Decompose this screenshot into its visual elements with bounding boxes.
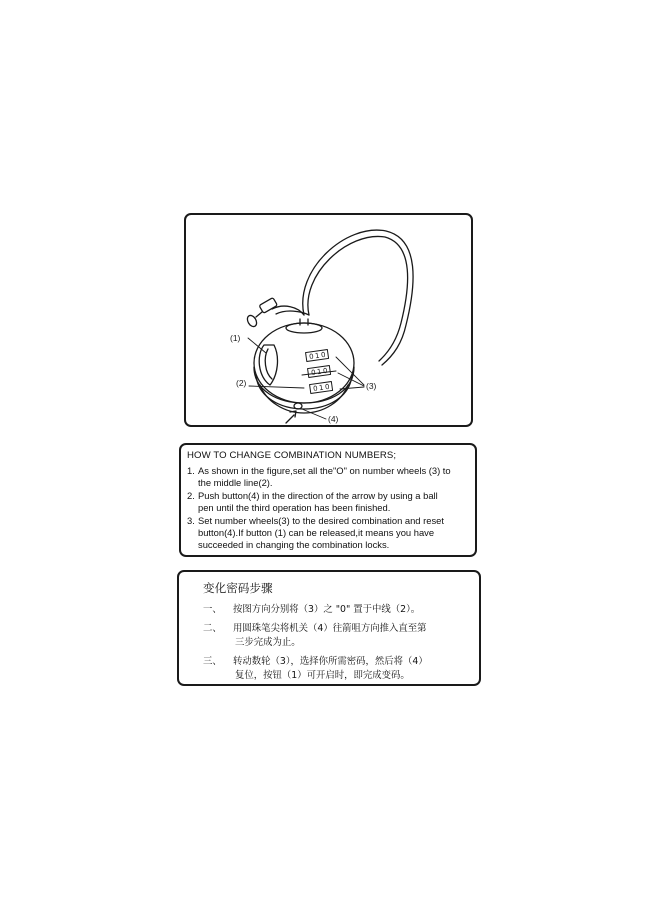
- english-step-3: [187, 515, 469, 552]
- step-line: the middle line(2).: [198, 477, 273, 489]
- english-heading: HOW TO CHANGE COMBINATION NUMBERS;: [187, 450, 397, 461]
- cable-end-pin: [246, 298, 278, 329]
- step-number: 三、: [203, 656, 222, 667]
- step-line: 用圆珠笔尖将机关（4）往箭咀方向推入直至第: [233, 623, 427, 634]
- step-number: 二、: [203, 623, 222, 634]
- chinese-step-3: [203, 655, 471, 683]
- english-step-2: [187, 490, 469, 515]
- callout-3-label: (3): [366, 381, 377, 391]
- step-line: As shown in the figure,set all the"O" on number wheels (3) to: [198, 465, 451, 476]
- english-step-1: [187, 465, 469, 490]
- wheel-digit: 0: [308, 352, 315, 362]
- chinese-heading: 变化密码步骤: [203, 581, 273, 595]
- chinese-steps: [203, 603, 471, 683]
- step-number: 2.: [187, 489, 195, 501]
- wheel-digit: 0: [320, 350, 327, 360]
- step-line: pen until the third operation has been finished.: [198, 502, 391, 514]
- wheel-digits: [309, 351, 330, 393]
- step-number: 一、: [203, 604, 222, 615]
- wheel-digit: 1: [318, 383, 325, 393]
- chinese-step-2: [203, 622, 471, 650]
- step-line: Push button(4) in the direction of the arrow by using a ball: [198, 489, 438, 501]
- english-steps: [187, 465, 469, 552]
- step-line: 按图方向分别将（3）之 "0" 置于中线（2）。: [233, 604, 421, 615]
- step-line: 转动数轮（3），选择你所需密码，然后将（4）: [233, 656, 428, 667]
- lock-diagram-panel: [184, 213, 473, 427]
- callout-labels: [230, 333, 377, 424]
- step-number: 1.: [187, 465, 195, 476]
- step-line: 复位，按钮（1）可开启时，即完成变码。: [235, 670, 410, 681]
- step-line: button(4).If button (1) can be released,it means you have: [198, 527, 435, 539]
- wheel-digit: 1: [316, 367, 323, 377]
- wheel-digit: 0: [324, 382, 331, 392]
- callout-2-label: (2): [236, 378, 247, 388]
- step-line: 三步完成为止。: [235, 637, 301, 648]
- wheel-digit: 0: [310, 368, 317, 378]
- cable-lock-illustration: [186, 215, 471, 425]
- step-line: succeeded in changing the combination locks.: [198, 539, 390, 551]
- wheel-digit: 1: [314, 351, 321, 361]
- cable-loop: [272, 230, 413, 365]
- callout-1-label: (1): [230, 333, 241, 343]
- callout-4-label: (4): [328, 414, 339, 424]
- english-instructions-panel: [179, 443, 477, 557]
- wheel-digit: 0: [312, 384, 319, 394]
- chinese-step-1: [203, 603, 471, 617]
- step-line: Set number wheels(3) to the desired combination and reset: [198, 514, 444, 526]
- callout-leaders: [248, 338, 364, 419]
- chinese-instructions-panel: [177, 570, 481, 686]
- lock-body: [254, 319, 354, 413]
- wheel-digit: 0: [322, 366, 329, 376]
- step-number: 3.: [187, 514, 195, 526]
